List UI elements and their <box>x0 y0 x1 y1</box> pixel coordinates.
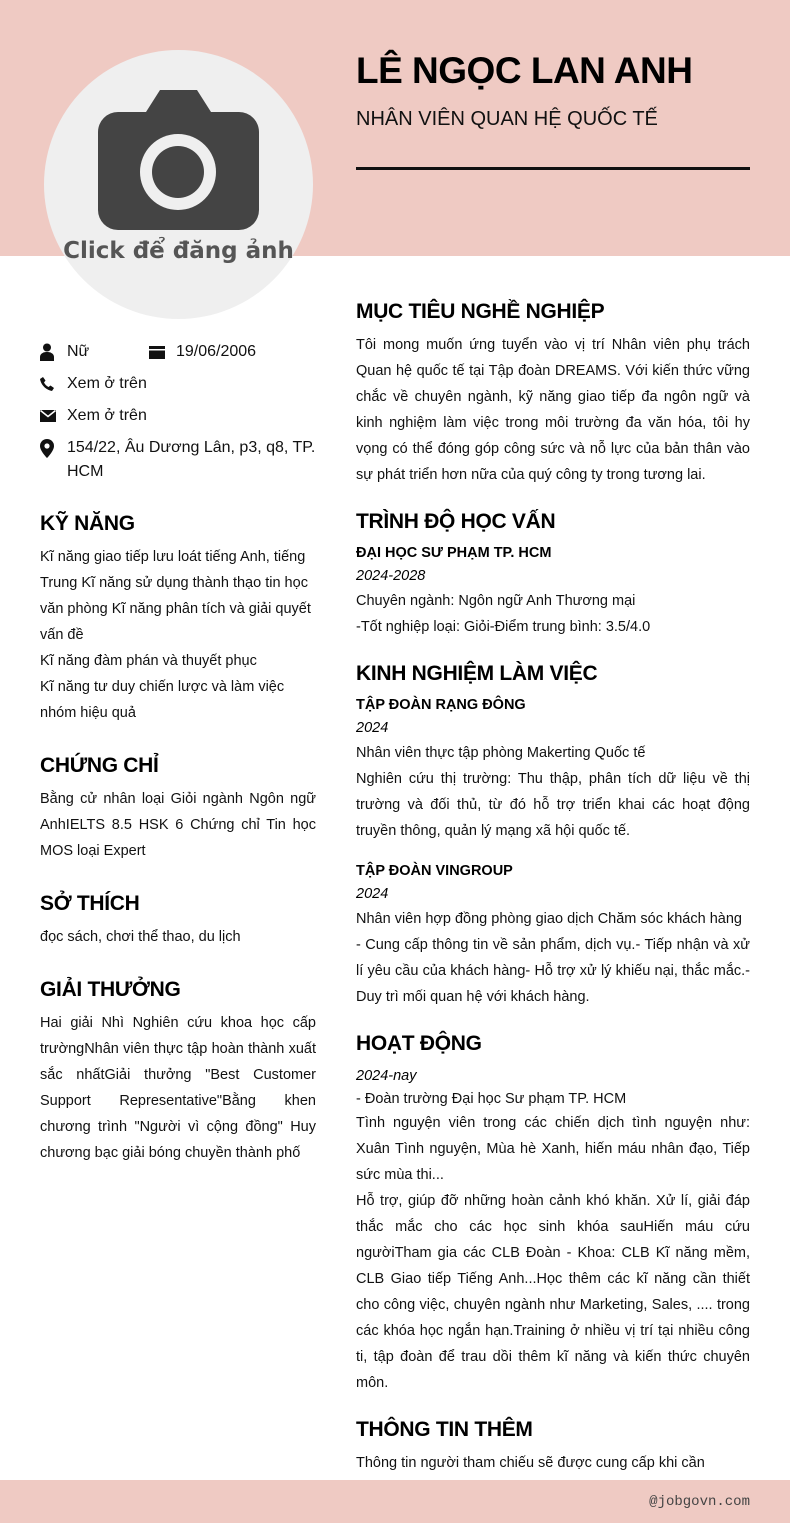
certificates-heading: CHỨNG CHỈ <box>40 754 159 777</box>
candidate-name: LÊ NGỌC LAN ANH <box>356 50 693 91</box>
education-major: Chuyên ngành: Ngôn ngữ Anh Thương mại <box>356 593 636 609</box>
experience-heading: KINH NGHIỆM LÀM VIỆC <box>356 662 598 685</box>
job-period: 2024 <box>356 886 389 902</box>
education-period: 2024-2028 <box>356 568 426 584</box>
education-heading: TRÌNH ĐỘ HỌC VẤN <box>356 510 556 533</box>
job-role: Nhân viên thực tập phòng Makerting Quốc tế <box>356 745 646 761</box>
activities-heading: HOẠT ĐỘNG <box>356 1032 482 1055</box>
left-column <box>40 340 316 1166</box>
location-pin-icon <box>40 436 67 460</box>
job-entry <box>356 860 750 1010</box>
skills-heading: KỸ NĂNG <box>40 512 135 535</box>
address-row <box>40 436 316 484</box>
school-name: ĐẠI HỌC SƯ PHẠM TP. HCM <box>356 545 552 561</box>
email-value: Xem ở trên <box>67 407 147 424</box>
awards-heading: GIẢI THƯỞNG <box>40 978 181 1001</box>
footer-band <box>0 1480 790 1523</box>
skill-item: Kĩ năng giao tiếp lưu loát tiếng Anh, tiếng Trung Kĩ năng sử dụng thành thạo tin học văn phòng Kĩ năng phân tích và giải quyết vấn đề <box>40 549 311 643</box>
hobbies-heading: SỞ THÍCH <box>40 892 140 915</box>
awards-text: Hai giải Nhì Nghiên cứu khoa học cấp trườngNhân viên thực tập hoàn thành xuất sắc nhấtGiải thưởng "Best Customer Support Representative"Bằng khen chương trình "Người vì cộng đồng" Huy chương bạc giải bóng chuyền thành phố <box>40 1015 316 1161</box>
education-result: -Tốt nghiệp loại: Giỏi-Điểm trung bình: 3.5/4.0 <box>356 619 651 635</box>
activities-org: - Đoàn trường Đại học Sư phạm TP. HCM <box>356 1091 627 1107</box>
certificates-text: Bằng cử nhân loại Giỏi ngành Ngôn ngữ AnhIELTS 8.5 HSK 6 Chứng chỉ Tin học MOS loại Expert <box>40 791 316 859</box>
activities-description: Hỗ trợ, giúp đỡ những hoàn cảnh khó khăn. Xử lí, giải đáp thắc mắc cho các học sinh khóa sauHiến máu cứu ngườiTham gia các CLB Đoàn - Khoa: CLB Kĩ năng mềm, CLB Giao tiếp Tiếng Anh...Học thêm các kĩ năng cần thiết cho công việc, chuyên ngành như Marketing, Sales, .... trong các khóa học ngắn hạn.Training ở nhiều vị trí tại nhiều công ti, tập đoàn để trau dồi thêm kĩ năng và kiến thức chuyên môn. <box>356 1193 750 1391</box>
photo-upload-caption[interactable]: Click để đăng ảnh <box>63 238 294 264</box>
title-divider <box>356 167 750 170</box>
hobbies-text: đọc sách, chơi thể thao, du lịch <box>40 929 241 945</box>
address-value: 154/22, Âu Dương Lân, p3, q8, TP. HCM <box>67 439 316 480</box>
email-row <box>40 404 316 428</box>
activities-period: 2024-nay <box>356 1068 417 1084</box>
person-icon <box>40 340 67 364</box>
job-period: 2024 <box>356 720 389 736</box>
job-description: Nghiên cứu thị trường: Thu thập, phân tích dữ liệu về thị trường và đối thủ, từ đó hỗ trợ triển khai các hoạt động truyền thông, quản lý mạng xã hội quốc tế. <box>356 771 750 839</box>
phone-row <box>40 372 316 396</box>
camera-icon <box>98 90 259 230</box>
mail-icon <box>40 404 67 428</box>
skill-item: Kĩ năng đàm phán và thuyết phục <box>40 653 257 669</box>
birthday-value: 19/06/2006 <box>176 343 257 360</box>
objective-heading: MỤC TIÊU NGHỀ NGHIỆP <box>356 300 605 323</box>
additional-info-section <box>356 1416 750 1476</box>
experience-section <box>356 660 750 1010</box>
footer-watermark: @jobgovn.com <box>649 1494 750 1510</box>
company-name: TẬP ĐOÀN RẠNG ĐÔNG <box>356 697 526 713</box>
job-description: - Cung cấp thông tin về sản phẩm, dịch vụ.- Tiếp nhận và xử lí yêu cầu của khách hàng- Hỗ trợ xử lý khiếu nại, thắc mắc.- Duy trì mối quan hệ với khách hàng. <box>356 937 750 1005</box>
activities-section <box>356 1030 750 1396</box>
education-section <box>356 508 750 640</box>
objective-text: Tôi mong muốn ứng tuyển vào vị trí Nhân viên phụ trách Quan hệ quốc tế tại Tập đoàn DREAMS. Với kiến thức vững chắc về chuyên ngành, kỹ năng giao tiếp đa ngôn ngữ và kinh nghiệm làm việc trong môi trường đa văn hóa, tôi hy vọng có thể đóng góp công sức và nỗ lực của bản thân vào sự phát triển hơn nữa của quý công ty trong tương lai. <box>356 337 750 483</box>
job-entry <box>356 694 750 844</box>
skill-item: Kĩ năng tư duy chiến lược và làm việc nhóm hiệu quả <box>40 679 285 721</box>
job-title: NHÂN VIÊN QUAN HỆ QUỐC TẾ <box>356 108 658 130</box>
right-column <box>356 298 750 1496</box>
calendar-icon <box>149 340 176 364</box>
activities-description: Tình nguyện viên trong các chiến dịch tình nguyện như: Xuân Tình nguyện, Mùa hè Xanh, hiến máu nhân đạo, Tiếp sức mùa thi... <box>356 1115 750 1183</box>
phone-value: Xem ở trên <box>67 375 147 392</box>
additional-info-heading: THÔNG TIN THÊM <box>356 1418 533 1441</box>
gender-value: Nữ <box>67 343 90 360</box>
objective-section <box>356 298 750 488</box>
phone-icon <box>40 372 67 396</box>
profile-photo-upload[interactable] <box>44 50 313 319</box>
job-role: Nhân viên hợp đồng phòng giao dịch Chăm sóc khách hàng <box>356 911 742 927</box>
gender-birthday-row <box>40 340 316 364</box>
company-name: TẬP ĐOÀN VINGROUP <box>356 863 513 879</box>
additional-info-text: Thông tin người tham chiếu sẽ được cung cấp khi cần <box>356 1455 705 1471</box>
